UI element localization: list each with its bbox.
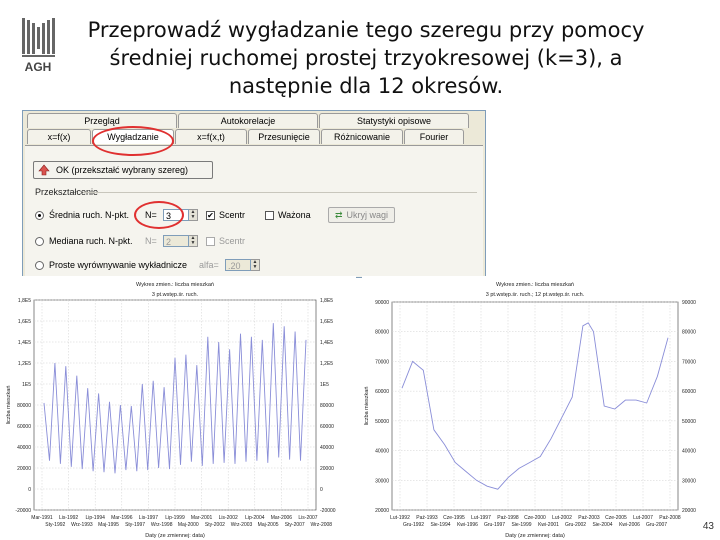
n-label: N= xyxy=(145,210,157,220)
x-tick-bottom: Gru-2007 xyxy=(645,522,668,528)
tab-review[interactable]: Przegląd xyxy=(27,113,177,128)
y-tick-right: 1E5 xyxy=(320,382,329,388)
moving-median-label: Mediana ruch. N-pkt. xyxy=(49,236,133,246)
caret-down-icon[interactable]: ▼ xyxy=(252,264,258,270)
chart-3pt-svg xyxy=(0,276,356,540)
x-tick-bottom: Kwi-1996 xyxy=(457,522,478,528)
y-tick-right: 1,8E5 xyxy=(320,298,334,304)
option-exponential xyxy=(35,257,260,273)
stepper-arrows[interactable] xyxy=(189,209,198,221)
centered-label-2: Scentr xyxy=(219,236,246,246)
x-tick-bottom: Maj-2005 xyxy=(257,522,279,528)
y-tick-left: 1,2E5 xyxy=(17,361,31,367)
x-tick-top: Lut-1992 xyxy=(390,515,410,521)
y-tick-left: 1,4E5 xyxy=(17,340,31,346)
x-tick-bottom: Wrz-1993 xyxy=(71,522,93,528)
x-tick-bottom: Sty-1997 xyxy=(125,522,146,528)
y-tick-left: 70000 xyxy=(375,359,389,366)
x-tick-top: Lip-1999 xyxy=(165,515,185,521)
x-axis-label: Daty (ze zmiennej: data) xyxy=(145,533,205,539)
slide-title-line-1: Przeprowadź wygładzanie tego szeregu przy pomocy xyxy=(87,18,645,42)
stepper-arrows-3[interactable] xyxy=(251,259,260,271)
y-tick-right: 70000 xyxy=(682,359,696,366)
y-tick-left: 1E5 xyxy=(22,382,31,388)
checkbox-centered-2[interactable] xyxy=(206,237,215,246)
x-tick-bottom: Kwi-2001 xyxy=(538,522,559,528)
page-number: 43 xyxy=(702,521,714,532)
slide-title-line-2: średniej ruchomej prostej trzyokresowej (k=3), a xyxy=(109,46,623,70)
x-tick-top: Cze-1995 xyxy=(443,515,465,521)
x-tick-bottom: Wrz-1998 xyxy=(150,522,173,528)
hide-weights-button[interactable] xyxy=(328,207,395,223)
option-moving-average xyxy=(35,207,395,223)
x-tick-top: Paź-1993 xyxy=(416,515,438,521)
x-tick-top: Mar-1996 xyxy=(111,515,133,521)
moving-average-label: Średnia ruch. N-pkt. xyxy=(49,210,130,220)
x-tick-top: Lis-2002 xyxy=(218,515,238,521)
y-tick-left: 60000 xyxy=(17,424,31,430)
x-tick-bottom: Gru-1992 xyxy=(402,522,425,528)
alpha-value[interactable]: .20 xyxy=(225,259,251,271)
x-tick-bottom: Gru-2002 xyxy=(564,522,587,528)
y-tick-right: 80000 xyxy=(682,329,696,336)
y-tick-left: 40000 xyxy=(17,445,31,451)
y-axis-label: liczba mieszkań xyxy=(6,385,12,425)
y-tick-left: 40000 xyxy=(375,448,389,455)
x-tick-top: Paź-1998 xyxy=(497,515,519,521)
alpha-stepper[interactable] xyxy=(225,258,260,272)
highlight-smoothing-tab xyxy=(92,126,174,156)
x-tick-top: Lip-1994 xyxy=(85,515,105,521)
arrow-up-icon xyxy=(38,164,50,176)
x-tick-top: Lis-1992 xyxy=(59,515,79,521)
y-tick-right: 90000 xyxy=(682,300,696,306)
tab-x-fx[interactable]: x=f(x) xyxy=(27,129,91,144)
y-tick-left: 1,8E5 xyxy=(17,298,31,304)
y-tick-left: 80000 xyxy=(375,329,389,336)
x-tick-bottom: Wrz-2003 xyxy=(230,522,253,528)
x-tick-bottom: Maj-1995 xyxy=(98,522,119,528)
x-tick-top: Paź-2008 xyxy=(659,515,681,521)
x-tick-top: Paź-2003 xyxy=(578,515,600,521)
x-tick-top: Cze-2000 xyxy=(524,515,546,521)
y-tick-right: 0 xyxy=(320,487,323,493)
y-tick-left: 90000 xyxy=(375,300,389,306)
caret-up-icon[interactable]: ▲ xyxy=(252,259,258,265)
n-stepper-2[interactable] xyxy=(163,234,198,248)
y-tick-right: 40000 xyxy=(320,445,334,451)
y-tick-left: 60000 xyxy=(375,389,389,396)
tab-differencing[interactable]: Różnicowanie xyxy=(321,129,403,144)
x-tick-bottom: Sie-1994 xyxy=(430,522,451,528)
smoothing-dialog xyxy=(22,110,486,278)
x-tick-top: Mar-1991 xyxy=(31,515,53,521)
y-tick-left: 30000 xyxy=(375,478,389,485)
y-tick-right: 60000 xyxy=(682,389,696,396)
tab-descriptive-stats[interactable]: Statystyki opisowe xyxy=(319,113,469,128)
x-tick-top: Cze-2005 xyxy=(605,515,627,521)
x-tick-bottom: Sty-2002 xyxy=(204,522,225,528)
agh-logo xyxy=(18,14,68,76)
highlight-n-value xyxy=(134,201,184,229)
transform-group-label: Przekształcenie xyxy=(35,187,99,197)
x-tick-bottom: Sty-2007 xyxy=(284,522,305,528)
tab-x-fxt[interactable]: x=f(x,t) xyxy=(175,129,247,144)
x-tick-bottom: Sie-1999 xyxy=(511,522,532,528)
x-tick-top: Mar-2006 xyxy=(270,515,293,521)
y-tick-right: 20000 xyxy=(682,508,696,514)
y-tick-left: 0 xyxy=(28,487,31,493)
chart-title: Wykres zmien.: liczba mieszkań xyxy=(136,282,214,288)
tab-row-1 xyxy=(27,113,470,128)
y-tick-right: 80000 xyxy=(320,403,334,409)
ok-transform-label: OK (przekształć wybrany szereg) xyxy=(56,165,189,175)
checkbox-weighted[interactable] xyxy=(265,211,274,220)
slide-title-line-3: następnie dla 12 okresów. xyxy=(228,74,504,98)
agh-logo-text: AGH xyxy=(24,60,52,74)
tab-autocorrelations[interactable]: Autokorelacje xyxy=(178,113,318,128)
ok-transform-button[interactable] xyxy=(33,161,213,179)
radio-moving-median[interactable] xyxy=(35,237,44,246)
chart-12pt-svg xyxy=(362,276,714,540)
hide-weights-label: Ukryj wagi xyxy=(346,210,389,220)
x-tick-bottom: Sie-2004 xyxy=(592,522,613,528)
x-tick-top: Lis-2007 xyxy=(298,515,318,521)
x-tick-bottom: Gru-1997 xyxy=(483,522,506,528)
y-tick-right: 1,6E5 xyxy=(320,319,334,325)
radio-exponential[interactable] xyxy=(35,261,44,270)
x-tick-top: Mar-2001 xyxy=(190,515,213,521)
y-tick-right: 50000 xyxy=(682,418,696,425)
caret-down-icon[interactable]: ▼ xyxy=(190,214,196,220)
y-tick-left: -20000 xyxy=(15,508,31,514)
centered-label: Scentr xyxy=(219,210,246,220)
weighted-label: Ważona xyxy=(278,210,311,220)
x-tick-bottom: Wrz-2008 xyxy=(310,522,333,528)
x-tick-bottom: Kwi-2006 xyxy=(619,522,640,528)
x-tick-top: Lut-1997 xyxy=(471,515,491,521)
y-tick-left: 50000 xyxy=(375,418,389,425)
tab-fourier[interactable]: Fourier xyxy=(404,129,464,144)
x-tick-top: Lip-2004 xyxy=(245,515,265,521)
weights-icon: ⇄ xyxy=(335,209,343,220)
chart-3pt-12pt-moving-average xyxy=(362,276,714,540)
option-moving-median xyxy=(35,233,245,249)
y-tick-right: 20000 xyxy=(320,466,334,472)
y-tick-right: 30000 xyxy=(682,478,696,485)
checkbox-centered[interactable]: ✔ xyxy=(207,210,214,220)
chart-subtitle: 3 pt.wstęp.śr. ruch.; 12 pt.wstęp.śr. ruch. xyxy=(485,292,585,298)
slide-title xyxy=(86,16,646,100)
y-tick-right: -20000 xyxy=(320,508,336,514)
chart-title: Wykres zmien.: liczba mieszkań xyxy=(496,282,574,288)
x-tick-bottom: Maj-2000 xyxy=(177,522,199,528)
n-value[interactable]: 3 xyxy=(163,209,189,221)
chart-3pt-moving-average xyxy=(0,276,356,540)
caret-up-icon[interactable]: ▲ xyxy=(190,209,196,215)
x-tick-top: Lis-1997 xyxy=(138,515,158,521)
y-axis-label: liczba mieszkań xyxy=(364,386,370,426)
radio-moving-average[interactable] xyxy=(35,211,44,220)
x-axis-label: Daty (ze zmiennej: data) xyxy=(505,533,565,539)
y-tick-left: 1,6E5 xyxy=(17,319,31,325)
y-tick-left: 20000 xyxy=(17,466,31,472)
n-label-2: N= xyxy=(145,236,157,246)
caret-down-icon[interactable]: ▼ xyxy=(190,240,196,246)
tab-shift[interactable]: Przesunięcie xyxy=(248,129,320,144)
y-tick-right: 40000 xyxy=(682,448,696,455)
stepper-arrows-2[interactable] xyxy=(189,235,198,247)
y-tick-left: 20000 xyxy=(375,508,389,514)
y-tick-right: 1,2E5 xyxy=(320,361,334,367)
exponential-label: Proste wyrównywanie wykładnicze xyxy=(49,260,188,270)
y-tick-right: 1,4E5 xyxy=(320,340,334,346)
alpha-label: alfa= xyxy=(199,260,219,270)
tab-smoothing[interactable]: Wygładzanie xyxy=(92,129,174,144)
y-tick-right: 60000 xyxy=(320,424,334,430)
x-tick-bottom: Sty-1992 xyxy=(45,522,66,528)
x-tick-top: Lut-2002 xyxy=(552,515,572,521)
chart-subtitle: 3 pt.wstęp.śr. ruch. xyxy=(151,292,199,298)
n-value-2[interactable]: 2 xyxy=(163,235,189,247)
y-tick-left: 80000 xyxy=(17,403,31,409)
caret-up-icon[interactable]: ▲ xyxy=(190,235,196,241)
x-tick-top: Lut-2007 xyxy=(633,515,653,521)
group-divider xyxy=(83,192,477,193)
